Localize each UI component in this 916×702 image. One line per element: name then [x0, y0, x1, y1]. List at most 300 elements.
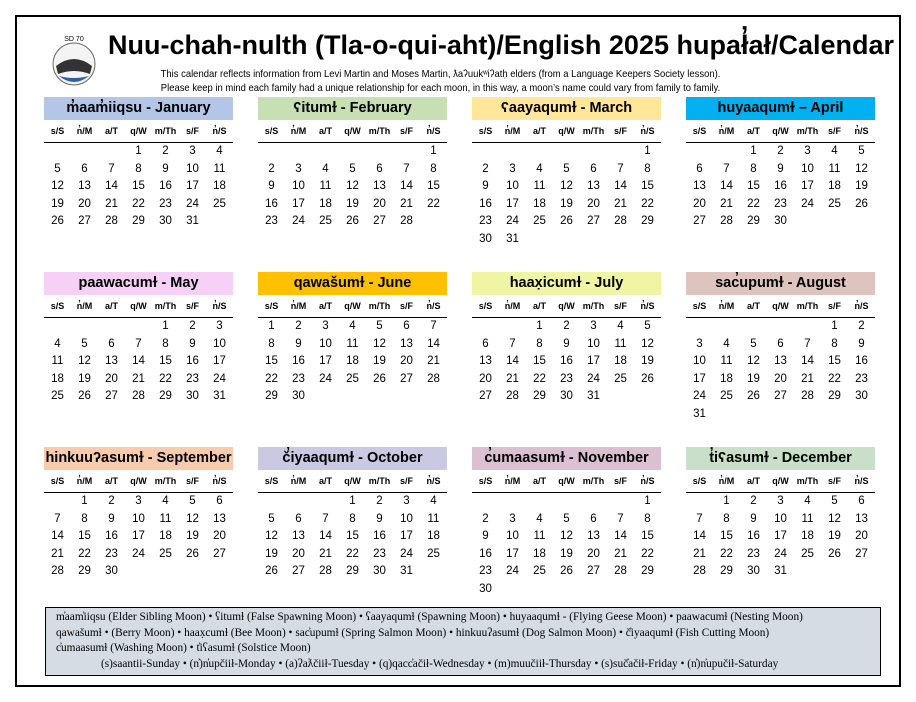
day-cell: 29 — [265, 390, 278, 402]
week-row — [44, 511, 233, 529]
day-cell: 23 — [479, 215, 492, 227]
month-header: hinkuuʔasumɫ - September — [44, 447, 233, 470]
day-cell — [206, 563, 233, 581]
day-cell: 23 — [747, 547, 760, 560]
day-cell: 15 — [720, 530, 733, 542]
day-cell: 21 — [132, 372, 145, 385]
day-cell: 18 — [801, 530, 814, 542]
day-cell — [634, 231, 661, 249]
day-cell: 4 — [536, 162, 543, 175]
day-cell: 23 — [292, 372, 305, 385]
day-cell: 5 — [858, 145, 865, 157]
day-cell: 31 — [186, 215, 199, 227]
week-row — [686, 336, 875, 354]
day-cell: 16 — [560, 355, 573, 367]
week-row — [472, 318, 661, 336]
day-cell: 18 — [533, 197, 546, 210]
day-cell: 22 — [346, 547, 359, 560]
day-cell: 11 — [427, 512, 440, 525]
day-cell — [794, 563, 821, 581]
day-cell — [71, 318, 98, 336]
week-row — [686, 353, 875, 371]
day-cell: 21 — [614, 197, 627, 210]
day-cell: 12 — [560, 530, 573, 542]
day-cell: 4 — [162, 495, 169, 507]
day-cell: 19 — [560, 197, 573, 210]
day-cell — [553, 581, 580, 599]
day-cell — [312, 388, 339, 406]
day-cell: 2 — [482, 162, 489, 175]
week-row — [686, 546, 875, 564]
day-cell: 28 — [614, 215, 627, 227]
day-cell — [794, 406, 821, 424]
day-cell: 22 — [828, 372, 841, 385]
day-cell: 26 — [747, 390, 760, 402]
day-cell — [152, 563, 179, 581]
day-cell: 1 — [644, 145, 651, 157]
weekday-label: q/W — [772, 476, 789, 486]
day-cell — [472, 143, 499, 161]
day-cell: 27 — [292, 565, 305, 577]
day-cell: 20 — [105, 372, 118, 385]
day-cell: 9 — [858, 337, 865, 350]
day-cell: 1 — [162, 320, 169, 332]
day-cell: 16 — [479, 547, 492, 560]
week-row — [472, 231, 661, 249]
day-cell: 6 — [590, 512, 597, 525]
day-cell — [420, 563, 447, 581]
day-cell: 16 — [292, 355, 305, 367]
day-cell: 22 — [78, 547, 91, 560]
day-cell: 1 — [430, 145, 437, 157]
day-cell: 9 — [295, 337, 302, 350]
day-cell: 27 — [774, 390, 787, 402]
day-cell: 12 — [51, 180, 64, 192]
week-row — [258, 318, 447, 336]
day-cell: 6 — [81, 162, 88, 175]
day-cell — [499, 581, 526, 599]
month-header: paawacumɫ - May — [44, 272, 233, 295]
day-cell: 10 — [506, 180, 519, 192]
day-cell: 15 — [346, 530, 359, 542]
day-cell: 14 — [319, 530, 332, 542]
weekday-label: s/F — [185, 301, 199, 311]
day-cell: 6 — [376, 162, 383, 175]
weekday-label: q/W — [558, 126, 575, 136]
day-cell: 30 — [479, 582, 492, 595]
day-cell: 15 — [828, 355, 841, 367]
day-cell: 15 — [78, 530, 91, 542]
day-cell — [285, 143, 312, 161]
day-cell: 7 — [617, 162, 624, 175]
weekday-label: q/W — [772, 126, 789, 136]
day-cell — [393, 143, 420, 161]
weekday-label: m/Th — [154, 301, 177, 311]
weekday-label: a/T — [746, 126, 760, 136]
weekday-header — [44, 476, 233, 493]
day-cell: 21 — [319, 547, 332, 560]
day-cell: 10 — [213, 337, 226, 350]
day-cell: 21 — [720, 197, 733, 210]
week-row — [258, 336, 447, 354]
week-row — [258, 563, 447, 581]
week-row — [44, 546, 233, 564]
day-cell: 9 — [162, 162, 169, 175]
day-cell: 17 — [506, 547, 519, 560]
day-cell: 10 — [132, 512, 145, 525]
day-cell: 25 — [346, 372, 359, 385]
weekday-label: s/F — [185, 126, 199, 136]
day-cell: 11 — [51, 355, 64, 367]
week-row — [44, 336, 233, 354]
day-cell: 7 — [54, 512, 61, 525]
day-cell: 24 — [292, 215, 305, 227]
day-cell — [580, 231, 607, 249]
week-row — [44, 353, 233, 371]
weekday-label: s/F — [399, 126, 413, 136]
month-8 — [686, 272, 875, 423]
day-cell: 22 — [427, 197, 440, 210]
day-cell: 11 — [319, 180, 332, 192]
weekday-label: n̓/M — [504, 126, 521, 136]
day-cell: 3 — [509, 162, 516, 175]
month-header: c̓umaasumɫ - November — [472, 447, 661, 470]
weekday-label: m/Th — [368, 301, 391, 311]
day-cell: 24 — [213, 372, 226, 385]
day-cell: 14 — [693, 530, 706, 542]
day-cell: 29 — [78, 565, 91, 577]
day-cell: 29 — [641, 215, 654, 227]
weekday-label: a/T — [746, 301, 760, 311]
day-cell: 25 — [828, 197, 841, 210]
day-cell: 30 — [479, 232, 492, 245]
day-cell: 28 — [693, 565, 706, 577]
day-cell: 5 — [376, 320, 383, 332]
day-cell: 2 — [777, 145, 784, 157]
week-row — [686, 388, 875, 406]
weekday-label: s/S — [692, 301, 707, 311]
day-cell: 7 — [696, 512, 703, 525]
day-cell: 7 — [723, 162, 730, 175]
day-cell: 29 — [159, 390, 172, 402]
week-row — [686, 493, 875, 511]
day-cell: 19 — [747, 372, 760, 385]
day-cell: 17 — [400, 530, 413, 542]
day-cell — [339, 143, 366, 161]
day-cell — [686, 318, 713, 336]
day-cell: 28 — [51, 565, 64, 577]
day-cell: 28 — [801, 390, 814, 402]
legend-box — [45, 607, 881, 676]
week-row — [258, 371, 447, 389]
day-cell: 13 — [587, 530, 600, 542]
day-cell: 11 — [801, 512, 814, 525]
day-cell: 14 — [400, 180, 413, 192]
day-cell: 29 — [132, 215, 145, 227]
day-cell: 18 — [319, 197, 332, 210]
day-cell: 18 — [828, 180, 841, 192]
day-cell: 22 — [641, 197, 654, 210]
day-cell: 23 — [373, 547, 386, 560]
week-row — [472, 178, 661, 196]
month-3 — [472, 97, 661, 248]
month-header: haax̣icumɫ - July — [472, 272, 661, 295]
day-cell: 2 — [750, 495, 757, 507]
day-cell: 2 — [482, 512, 489, 525]
weekday-label: n̓/M — [290, 301, 307, 311]
day-cell: 26 — [186, 547, 199, 560]
day-cell: 10 — [801, 162, 814, 175]
day-cell: 17 — [186, 180, 199, 192]
day-cell: 19 — [641, 355, 654, 367]
day-cell: 24 — [319, 372, 332, 385]
day-cell: 31 — [400, 565, 413, 577]
day-cell — [713, 406, 740, 424]
week-row — [686, 511, 875, 529]
day-cell: 27 — [693, 215, 706, 227]
weekday-legend: (s)saantii-Sunday • (n̓)n̓upčiił-Monday • (a)ʔaƛčiił-Tuesday • (q)qacc̓ačił-Wednesday • (m)muučiił-Thursday • (s)suč̓ačił-Friday • (n̓)n̓upučił-Saturday — [101, 657, 779, 670]
day-cell: 11 — [533, 530, 546, 542]
weekday-label: a/T — [104, 476, 118, 486]
day-cell: 10 — [400, 512, 413, 525]
weekday-label: n̓/M — [76, 126, 93, 136]
day-cell: 10 — [292, 180, 305, 192]
week-row — [686, 318, 875, 336]
day-cell: 19 — [855, 180, 868, 192]
month-header: č̓iyaaqumɫ - October — [258, 447, 447, 470]
weekday-label: a/T — [104, 301, 118, 311]
day-cell: 6 — [482, 337, 489, 350]
week-row — [44, 371, 233, 389]
day-cell — [607, 493, 634, 511]
month-header: m̓aam̓iiqsu - January — [44, 97, 233, 120]
weekday-label: m/Th — [796, 476, 819, 486]
week-row — [44, 213, 233, 231]
day-cell: 4 — [831, 145, 838, 157]
legend-line: m̓aam̓iiqsu (Elder Sibling Moon) • ʕitumɫ (False Spawning Moon) • ʕaayaqumɫ (Spawning Moon) • huyaaqumɫ - (Flying Geese Moon) • paawacumɫ (Nesting Moon) — [56, 611, 803, 623]
weekday-label: a/T — [104, 126, 118, 136]
day-cell: 9 — [482, 530, 489, 542]
day-cell: 1 — [135, 145, 142, 157]
week-row — [44, 528, 233, 546]
day-cell: 3 — [322, 320, 329, 332]
day-cell: 13 — [587, 180, 600, 192]
day-cell — [553, 231, 580, 249]
weekday-header — [686, 476, 875, 493]
day-cell: 30 — [292, 390, 305, 402]
weekday-label: n̓/S — [426, 301, 441, 311]
day-cell: 7 — [509, 337, 516, 350]
weekday-label: n̓/M — [504, 476, 521, 486]
day-cell: 23 — [159, 197, 172, 210]
day-cell: 12 — [186, 512, 199, 525]
weekday-label: q/W — [772, 301, 789, 311]
day-cell: 30 — [186, 390, 199, 402]
day-cell: 21 — [51, 547, 64, 560]
day-cell: 15 — [265, 355, 278, 367]
weekday-label: m/Th — [368, 126, 391, 136]
weekday-label: s/F — [399, 476, 413, 486]
day-cell: 16 — [186, 355, 199, 367]
weekday-header — [258, 126, 447, 143]
day-cell — [98, 143, 125, 161]
subtitle-line-1: This calendar reflects information from Levi Martin and Moses Martin, ƛaʔuukʷiʔatḥ elders (from a Language Keepers Society lesson). — [160, 68, 721, 80]
weekday-header — [44, 301, 233, 318]
day-cell: 5 — [644, 320, 651, 332]
day-cell: 26 — [828, 547, 841, 560]
day-cell: 24 — [506, 565, 519, 577]
day-cell — [553, 493, 580, 511]
day-cell — [794, 318, 821, 336]
day-cell: 24 — [587, 372, 600, 385]
day-cell — [526, 493, 553, 511]
day-cell: 3 — [189, 145, 196, 157]
day-cell — [366, 143, 393, 161]
day-cell: 6 — [403, 320, 410, 332]
day-cell: 20 — [400, 355, 413, 367]
day-cell: 28 — [506, 390, 519, 402]
day-cell: 25 — [533, 565, 546, 577]
day-cell: 7 — [430, 320, 437, 332]
day-cell: 27 — [78, 215, 91, 227]
day-cell: 25 — [159, 547, 172, 560]
day-cell: 20 — [693, 197, 706, 210]
weekday-label: s/S — [692, 476, 707, 486]
weekday-label: s/S — [692, 126, 707, 136]
month-header: huyaaqumɫ – April — [686, 97, 875, 120]
month-12 — [686, 447, 875, 581]
day-cell: 27 — [105, 390, 118, 402]
day-cell — [179, 563, 206, 581]
week-row — [686, 563, 875, 581]
week-row — [258, 213, 447, 231]
day-cell: 7 — [617, 512, 624, 525]
day-cell: 12 — [855, 162, 868, 175]
day-cell: 26 — [78, 390, 91, 402]
day-cell: 25 — [614, 372, 627, 385]
weekday-label: m/Th — [796, 126, 819, 136]
day-cell: 26 — [560, 565, 573, 577]
day-cell — [848, 406, 875, 424]
weekday-label: q/W — [344, 126, 361, 136]
weekday-label: s/F — [827, 476, 841, 486]
day-cell: 8 — [723, 512, 730, 525]
day-cell: 10 — [186, 162, 199, 175]
day-cell: 11 — [346, 337, 359, 350]
day-cell — [44, 493, 71, 511]
week-row — [472, 581, 661, 599]
weekday-label: m/Th — [368, 476, 391, 486]
day-cell: 13 — [479, 355, 492, 367]
day-cell: 31 — [774, 565, 787, 577]
month-header: qawašumɫ - June — [258, 272, 447, 295]
day-cell: 18 — [51, 372, 64, 385]
day-cell: 30 — [560, 390, 573, 402]
weekday-label: n̓/M — [504, 301, 521, 311]
weekday-label: a/T — [532, 301, 546, 311]
month-10 — [258, 447, 447, 581]
day-cell: 4 — [617, 320, 624, 332]
week-row — [686, 196, 875, 214]
day-cell: 23 — [186, 372, 199, 385]
weekday-label: n̓/M — [290, 476, 307, 486]
day-cell: 15 — [641, 530, 654, 542]
weekday-header — [472, 476, 661, 493]
week-row — [258, 546, 447, 564]
day-cell — [848, 563, 875, 581]
week-row — [472, 563, 661, 581]
weekday-label: m/Th — [582, 126, 605, 136]
month-header: ʕitumɫ - February — [258, 97, 447, 120]
day-cell: 14 — [614, 530, 627, 542]
day-cell: 20 — [855, 530, 868, 542]
day-cell: 24 — [801, 197, 814, 210]
day-cell: 8 — [536, 337, 543, 350]
week-row — [472, 546, 661, 564]
weekday-label: m/Th — [582, 476, 605, 486]
day-cell — [607, 143, 634, 161]
day-cell — [472, 493, 499, 511]
day-cell: 16 — [747, 530, 760, 542]
day-cell: 23 — [855, 372, 868, 385]
day-cell: 2 — [268, 162, 275, 175]
day-cell — [312, 493, 339, 511]
day-cell: 15 — [533, 355, 546, 367]
day-cell: 22 — [159, 372, 172, 385]
day-cell: 23 — [105, 547, 118, 560]
day-cell — [526, 143, 553, 161]
weekday-header — [472, 126, 661, 143]
week-row — [472, 196, 661, 214]
day-cell: 6 — [295, 512, 302, 525]
day-cell: 4 — [804, 495, 811, 507]
day-cell: 14 — [51, 530, 64, 542]
weekday-header — [472, 301, 661, 318]
weekday-label: s/F — [399, 301, 413, 311]
day-cell: 12 — [78, 355, 91, 367]
day-cell: 29 — [346, 565, 359, 577]
day-cell: 26 — [373, 372, 386, 385]
day-cell — [312, 143, 339, 161]
month-header: t̓iʕasumɫ - December — [686, 447, 875, 470]
day-cell — [607, 231, 634, 249]
day-cell: 10 — [693, 355, 706, 367]
day-cell: 1 — [750, 145, 757, 157]
weekday-label: q/W — [130, 476, 147, 486]
week-row — [472, 161, 661, 179]
day-cell: 5 — [563, 512, 570, 525]
day-cell: 18 — [159, 530, 172, 542]
day-cell: 4 — [54, 337, 61, 350]
day-cell: 17 — [587, 355, 600, 367]
day-cell: 7 — [804, 337, 811, 350]
weekday-label: q/W — [558, 476, 575, 486]
day-cell: 7 — [108, 162, 115, 175]
day-cell: 2 — [295, 320, 302, 332]
day-cell: 6 — [108, 337, 115, 350]
week-row — [44, 196, 233, 214]
weekday-label: s/S — [50, 126, 65, 136]
day-cell: 4 — [349, 320, 356, 332]
day-cell: 27 — [479, 390, 492, 402]
weekday-label: n̓/S — [426, 126, 441, 136]
day-cell: 8 — [81, 512, 88, 525]
day-cell: 20 — [587, 547, 600, 560]
day-cell — [44, 318, 71, 336]
day-cell: 9 — [376, 512, 383, 525]
day-cell: 26 — [51, 215, 64, 227]
day-cell: 1 — [268, 320, 275, 332]
